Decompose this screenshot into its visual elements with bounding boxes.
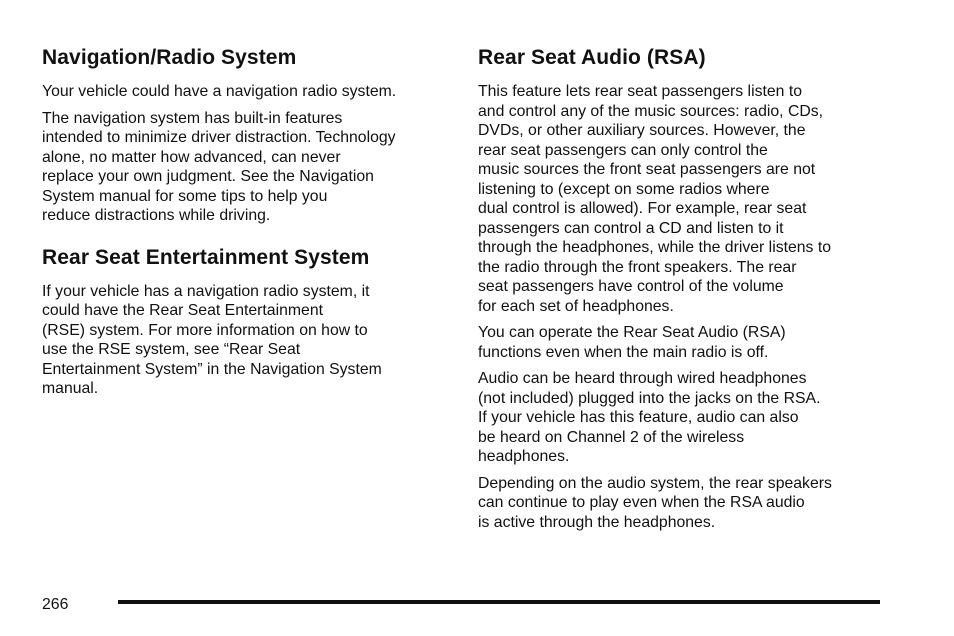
rear-seat-audio-paragraph-2: You can operate the Rear Seat Audio (RSA) functions even when the main radio is off. bbox=[478, 324, 786, 361]
rear-seat-audio-paragraph-1: This feature lets rear seat passengers listen to and control any of the music sources: radio, CDs, DVDs, or other auxiliary sources. However, the rear seat passengers can only control the music sources the front seat passengers are not listening to (except on some radios where dual control is allowed). For example, rear seat passengers can control a CD and listen to it through the headphones, while the driver listens to the radio through the front speakers. The rear seat passengers have control of the volume for each set of headphones. bbox=[478, 83, 832, 315]
rear-seat-audio-paragraph-4: Depending on the audio system, the rear speakers can continue to play even when the RSA audio is active through the headphones. bbox=[478, 474, 832, 531]
rear-seat-entertainment-paragraph-1: If your vehicle has a navigation radio system, it could have the Rear Seat Entertainment (RSE) system. For more information on how to use the RSE system, see “Rear Seat Entertainment System” in the Navigation System manual. bbox=[42, 282, 382, 397]
navigation-radio-paragraph-2: The navigation system has built-in features intended to minimize driver distraction. Technology alone, no matter how advanced, can never replace your own judgment. See the Navigation System manual for some tips to help you reduce distractions while driving. bbox=[42, 109, 396, 224]
page-number: 266 bbox=[42, 596, 69, 613]
rear-seat-audio-section bbox=[478, 44, 888, 532]
footer-rule bbox=[118, 600, 880, 604]
left-column bbox=[42, 44, 452, 406]
rear-seat-entertainment-section bbox=[42, 244, 452, 399]
navigation-radio-heading: Navigation/Radio System bbox=[42, 46, 297, 69]
rear-seat-audio-paragraph-3: Audio can be heard through wired headphones (not included) plugged into the jacks on the RSA. If your vehicle has this feature, audio can also be heard on Channel 2 of the wireless headphones. bbox=[478, 370, 821, 465]
rear-seat-entertainment-heading: Rear Seat Entertainment System bbox=[42, 245, 370, 269]
navigation-radio-paragraph-1: Your vehicle could have a navigation radio system. bbox=[42, 83, 397, 100]
right-column bbox=[478, 44, 888, 539]
navigation-radio-section bbox=[42, 44, 452, 226]
rear-seat-audio-heading: Rear Seat Audio (RSA) bbox=[478, 46, 706, 69]
